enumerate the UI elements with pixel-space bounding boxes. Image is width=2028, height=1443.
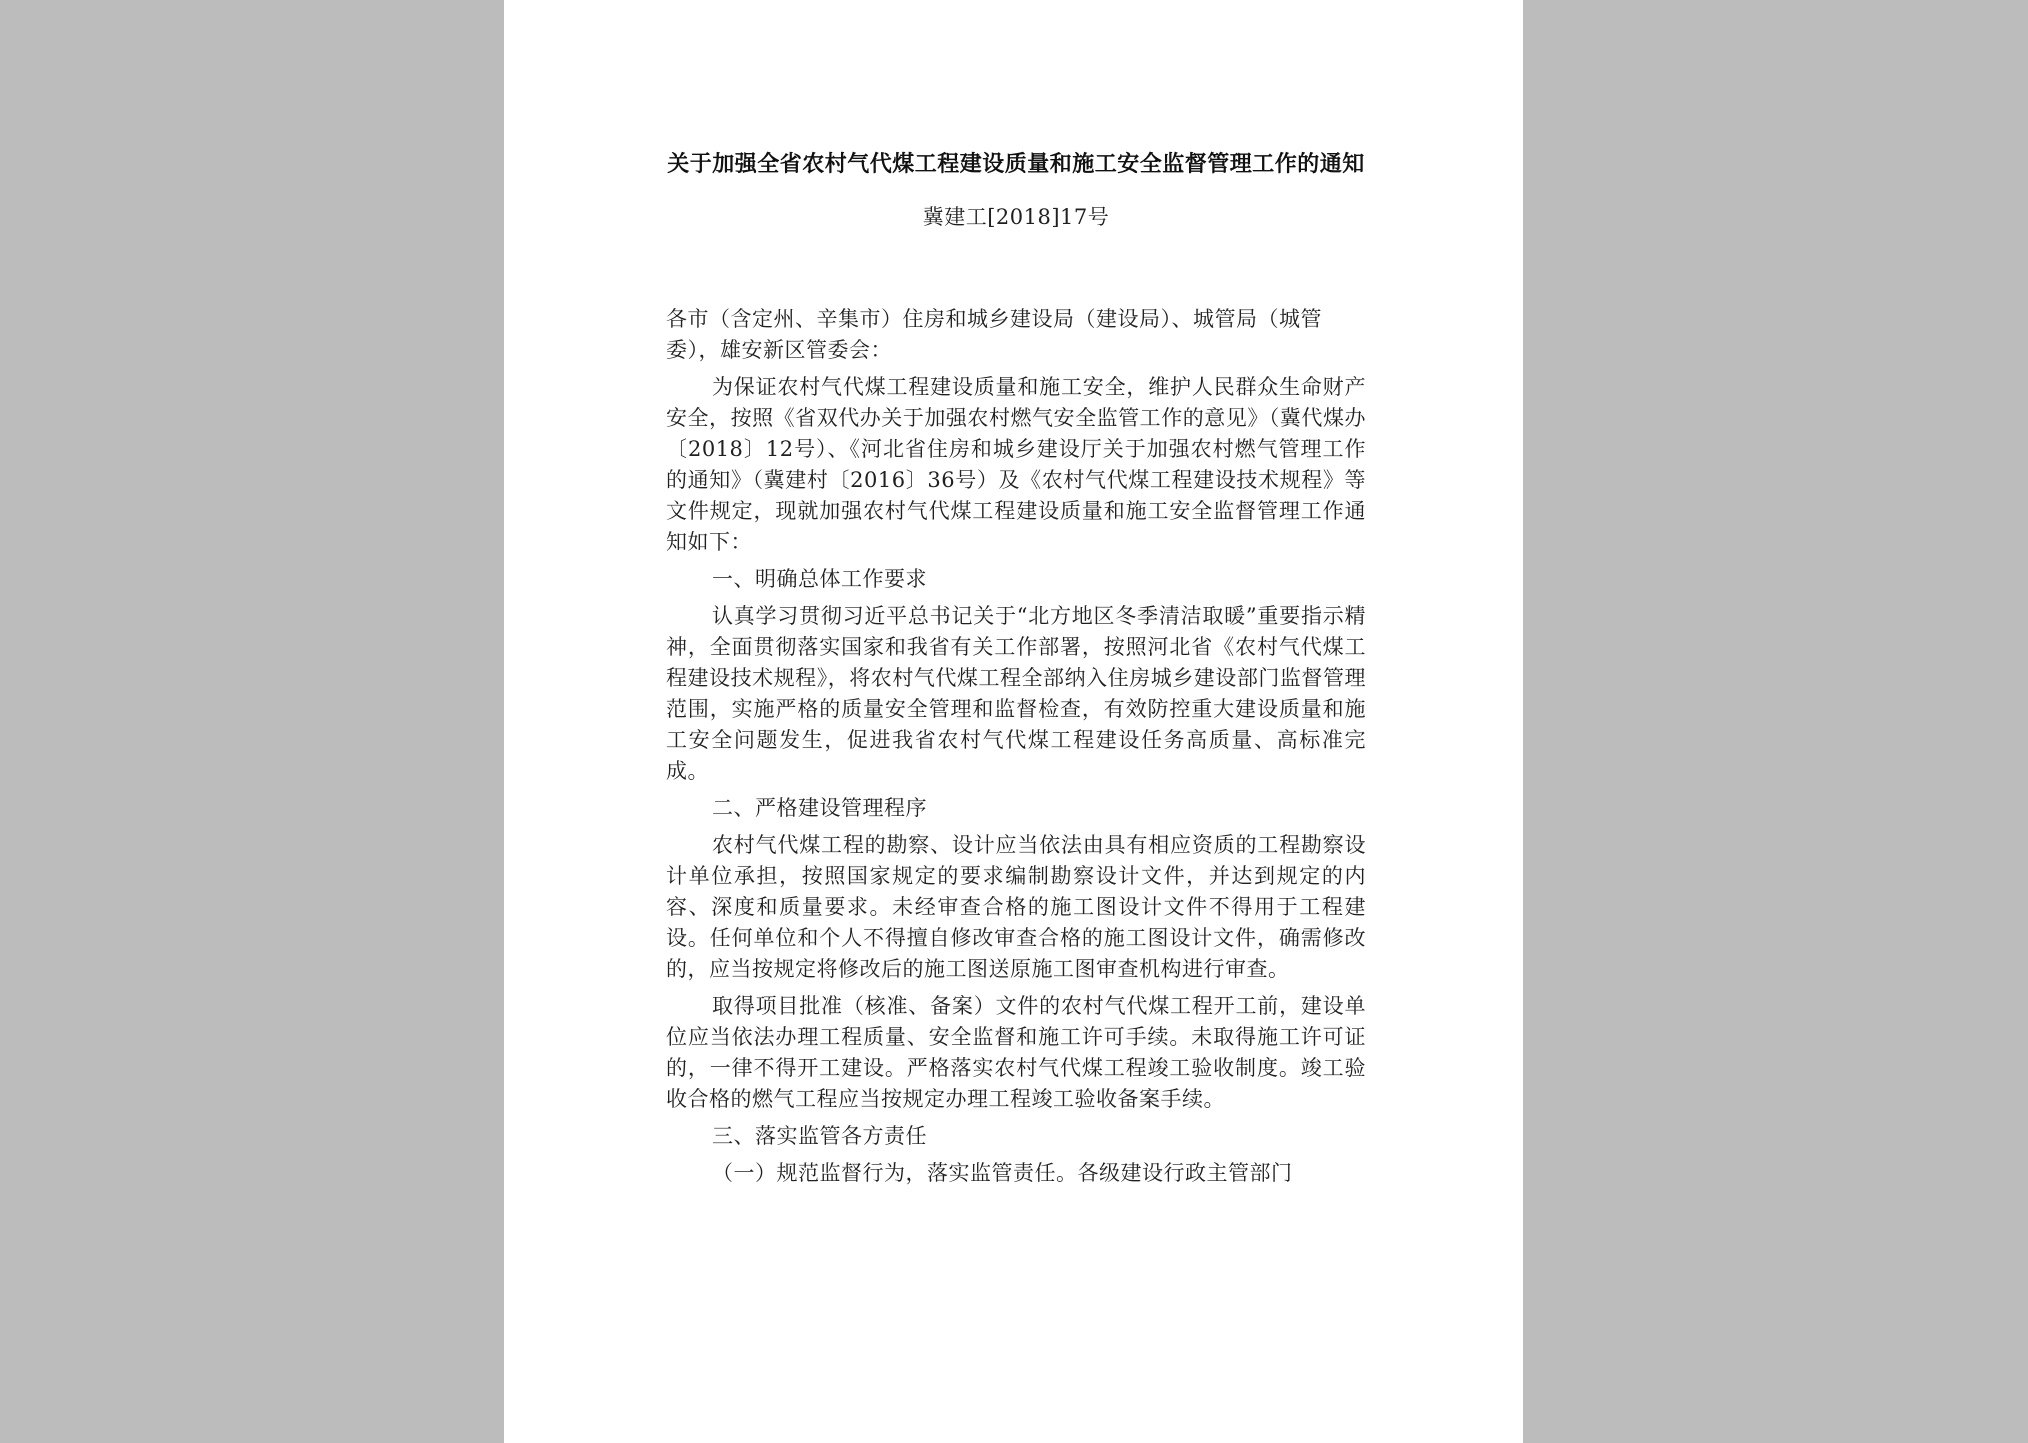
section-1-heading: 一、明确总体工作要求 (712, 567, 927, 591)
intro-paragraph: 为保证农村气代煤工程建设质量和施工安全，维护人民群众生命财产安全，按照《省双代办关于加强农村燃气安全监管工作的意见》（冀代煤办〔2018〕12号）、《河北省住房和城乡建设厅关于加强农村燃气管理工作的通知》（冀建村〔2016〕36号）及《农村气代煤工程建设技术规程》等文件规定，现就加强农村气代煤工程建设质量和施工安全监督管理工作通知如下： (666, 375, 1366, 554)
section-2-paragraph-2: 取得项目批准（核准、备案）文件的农村气代煤工程开工前，建设单位应当依法办理工程质量、安全监督和施工许可手续。未取得施工许可证的，一律不得开工建设。严格落实农村气代煤工程竣工验收制度。竣工验收合格的燃气工程应当按规定办理工程竣工验收备案手续。 (666, 994, 1366, 1111)
addressee: 各市（含定州、辛集市）住房和城乡建设局（建设局）、城管局（城管委），雄安新区管委会： (666, 307, 1322, 362)
document-content (666, 148, 1366, 1189)
section-3-paragraph-1: （一）规范监督行为，落实监管责任。各级建设行政主管部门 (712, 1161, 1293, 1185)
section-1-paragraph: 认真学习贯彻习近平总书记关于“北方地区冬季清洁取暖”重要指示精神，全面贯彻落实国家和我省有关工作部署，按照河北省《农村气代煤工程建设技术规程》，将农村气代煤工程全部纳入住房城乡建设部门监督管理范围，实施严格的质量安全管理和监督检查，有效防控重大建设质量和施工安全问题发生，促进我省农村气代煤工程建设任务高质量、高标准完成。 (666, 604, 1366, 783)
section-3-heading: 三、落实监管各方责任 (712, 1124, 927, 1148)
document-title: 关于加强全省农村气代煤工程建设质量和施工安全监督管理工作的通知 (667, 152, 1365, 177)
document-number: 冀建工[2018]17号 (922, 205, 1110, 229)
document-page (504, 0, 1523, 1443)
section-2-paragraph-1: 农村气代煤工程的勘察、设计应当依法由具有相应资质的工程勘察设计单位承担，按照国家规定的要求编制勘察设计文件，并达到规定的内容、深度和质量要求。未经审查合格的施工图设计文件不得用于工程建设。任何单位和个人不得擅自修改审查合格的施工图设计文件，确需修改的，应当按规定将修改后的施工图送原施工图审查机构进行审查。 (666, 833, 1366, 981)
section-2-heading: 二、严格建设管理程序 (712, 796, 927, 820)
